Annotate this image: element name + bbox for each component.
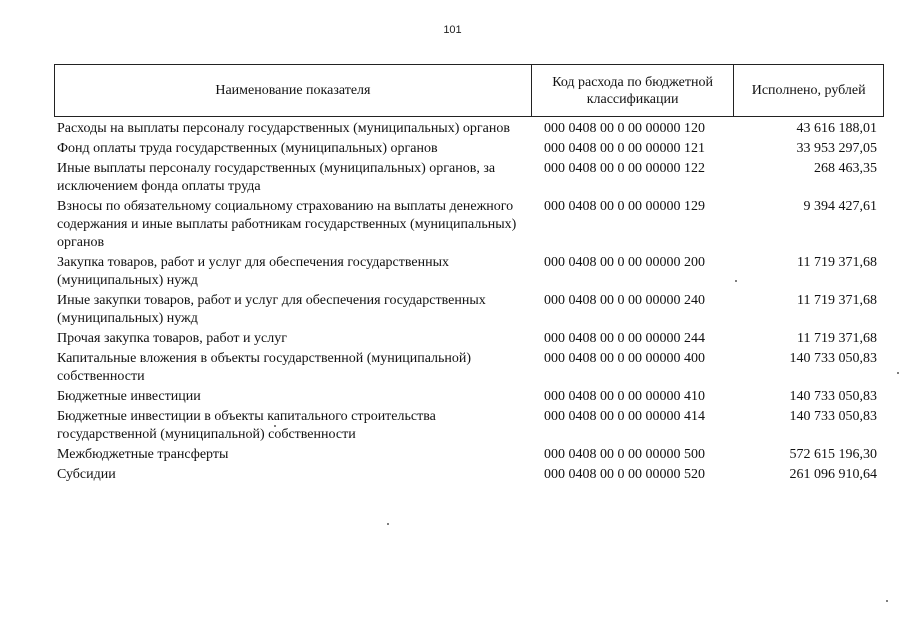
row-amount: 140 733 050,83	[789, 389, 877, 404]
header-code: Код расхода по бюджетной классификации	[532, 65, 735, 116]
page-number: 101	[443, 24, 462, 36]
row-name: Расходы на выплаты персоналу государственных (муниципальных) органов	[57, 121, 510, 136]
row-amount: 11 719 371,68	[797, 331, 877, 346]
row-code: 000 0408 00 0 00 00000 121	[544, 141, 705, 156]
row-name: Прочая закупка товаров, работ и услуг	[57, 331, 287, 346]
table-header	[54, 64, 884, 117]
budget-table	[54, 64, 884, 484]
row-code: 000 0408 00 0 00 00000 120	[544, 121, 705, 136]
row-name: Межбюджетные трансферты	[57, 447, 229, 462]
row-name: Закупка товаров, работ и услуг для обеспечения государственных (муниципальных) нужд	[57, 255, 450, 288]
row-amount: 140 733 050,83	[789, 351, 877, 366]
table-row	[54, 350, 884, 386]
table-body	[54, 120, 884, 484]
row-code: 000 0408 00 0 00 00000 240	[544, 293, 705, 308]
table-row	[54, 330, 884, 348]
scan-speck	[735, 280, 737, 282]
row-code: 000 0408 00 0 00 00000 400	[544, 351, 705, 366]
table-row	[54, 160, 884, 196]
table-row	[54, 120, 884, 138]
row-amount: 572 615 196,30	[789, 447, 877, 462]
row-name: Взносы по обязательному социальному страхованию на выплаты денежного содержания и иные выплаты работникам государственных (муниципальных) органов	[57, 199, 517, 250]
row-amount: 11 719 371,68	[797, 255, 877, 270]
row-amount: 268 463,35	[814, 161, 877, 176]
row-code: 000 0408 00 0 00 00000 520	[544, 467, 705, 482]
table-row	[54, 140, 884, 158]
scan-speck	[274, 425, 276, 427]
row-code: 000 0408 00 0 00 00000 244	[544, 331, 705, 346]
scan-speck	[387, 523, 389, 525]
row-amount: 43 616 188,01	[796, 121, 877, 136]
scan-speck	[897, 372, 899, 374]
row-name: Бюджетные инвестиции в объекты капитального строительства государственной (муниципальной) собственности	[57, 409, 436, 442]
table-row	[54, 388, 884, 406]
table-row	[54, 446, 884, 464]
row-name: Капитальные вложения в объекты государственной (муниципальной) собственности	[57, 351, 472, 384]
row-code: 000 0408 00 0 00 00000 200	[544, 255, 705, 270]
table-row	[54, 198, 884, 252]
table-row	[54, 408, 884, 444]
row-name: Фонд оплаты труда государственных (муниципальных) органов	[57, 141, 438, 156]
row-code: 000 0408 00 0 00 00000 129	[544, 199, 705, 214]
row-amount: 33 953 297,05	[796, 141, 877, 156]
row-code: 000 0408 00 0 00 00000 500	[544, 447, 705, 462]
row-amount: 11 719 371,68	[797, 293, 877, 308]
row-amount: 261 096 910,64	[789, 467, 877, 482]
row-name: Субсидии	[57, 467, 116, 482]
row-name: Бюджетные инвестиции	[57, 389, 201, 404]
table-row	[54, 292, 884, 328]
row-amount: 140 733 050,83	[789, 409, 877, 424]
row-amount: 9 394 427,61	[803, 199, 877, 214]
row-name: Иные выплаты персоналу государственных (муниципальных) органов, за исключением фонда оплаты труда	[57, 161, 496, 194]
header-amount: Исполнено, рублей	[751, 83, 866, 98]
table-row	[54, 466, 884, 484]
row-code: 000 0408 00 0 00 00000 122	[544, 161, 705, 176]
row-name: Иные закупки товаров, работ и услуг для обеспечения государственных (муниципальных) нужд	[57, 293, 486, 326]
scan-speck	[886, 600, 888, 602]
header-name: Наименование показателя	[55, 65, 532, 116]
table-row	[54, 254, 884, 290]
row-code: 000 0408 00 0 00 00000 410	[544, 389, 705, 404]
row-code: 000 0408 00 0 00 00000 414	[544, 409, 705, 424]
